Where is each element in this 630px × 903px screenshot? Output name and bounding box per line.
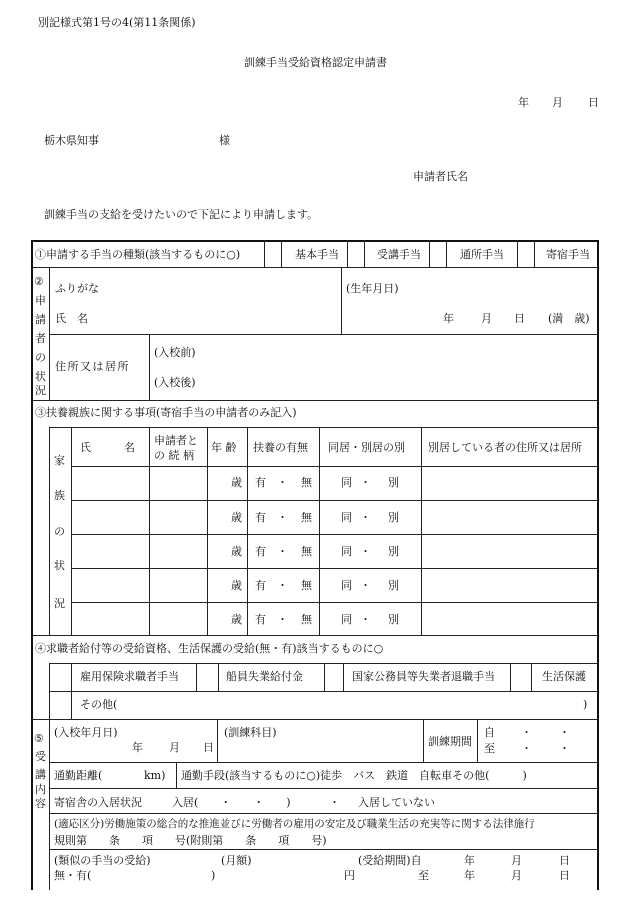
support-yes[interactable]: 有 [255, 511, 266, 524]
form-title: 訓練手当受給資格認定申請書 [244, 56, 387, 69]
distance-label[interactable]: 通勤距離( [54, 769, 103, 782]
divider [347, 240, 348, 267]
name-label: 氏 名 [55, 312, 88, 325]
section5-label-0: ⑤ [34, 732, 44, 745]
support-no[interactable]: 無 [301, 476, 312, 489]
period-to: 至 [484, 742, 495, 755]
divider [324, 663, 325, 691]
section2-label-5: 状 [35, 370, 46, 383]
divider [31, 719, 598, 720]
table-top-border [31, 240, 599, 242]
divider [49, 334, 598, 335]
divider [207, 427, 208, 635]
cohabit-same[interactable]: 同 [341, 579, 352, 592]
divider [49, 427, 598, 428]
option-dormitory[interactable]: 寄宿手当 [546, 248, 590, 261]
support-dot: ・ [277, 511, 288, 524]
divider [49, 427, 50, 635]
dorm-out[interactable]: 入居していない [358, 796, 435, 809]
other-close: ) [583, 698, 588, 711]
option-commute[interactable]: 通所手当 [460, 248, 504, 261]
yen-label: 円 [344, 869, 355, 882]
honorific: 様 [219, 134, 230, 147]
address-label: 住所又は居所 [55, 360, 130, 373]
support-yes[interactable]: 有 [255, 476, 266, 489]
cohabit-dot: ・ [360, 613, 371, 626]
other-label[interactable]: その他( [80, 698, 118, 711]
benefit-from-day: 日 [559, 854, 570, 867]
divider [149, 427, 150, 635]
cohabit-same[interactable]: 同 [341, 545, 352, 558]
none-yes[interactable]: 無・有( [54, 869, 92, 882]
benefit-to-day: 日 [559, 869, 570, 882]
support-dot: ・ [277, 545, 288, 558]
family-side-2: の [54, 525, 65, 538]
amount-label: (月額) [221, 854, 252, 867]
cohabit-separate[interactable]: 別 [388, 613, 399, 626]
divider [31, 635, 598, 636]
divider [149, 334, 150, 400]
cohabit-same[interactable]: 同 [341, 511, 352, 524]
col-support: 扶養の有無 [253, 441, 308, 454]
age-unit: 歳 [231, 476, 242, 489]
divider [217, 719, 218, 762]
section4-label: ④求職者給付等の受給資格、生活保護の受給(無・有)該当するものに○ [35, 642, 384, 655]
divider [423, 719, 424, 762]
benefit-from-year: 年 [464, 854, 475, 867]
age-label: (満 歳) [548, 312, 590, 325]
col-cohabit: 同居・別居の別 [328, 441, 405, 454]
period-from: 自 [484, 726, 495, 739]
dorm-in[interactable]: 入居( ・ ・ ) [172, 796, 291, 809]
divider [446, 240, 447, 267]
divider [247, 427, 248, 635]
birth-day: 日 [514, 312, 525, 325]
age-unit: 歳 [231, 579, 242, 592]
support-no[interactable]: 無 [301, 613, 312, 626]
section2-label-6: 況 [35, 384, 46, 397]
similar-label: (類似の手当の受給) [54, 854, 151, 867]
divider [71, 427, 72, 635]
divider [364, 240, 365, 267]
period-to-dot2: ・ [559, 742, 570, 755]
col-relation-l1: 申請者と [154, 434, 198, 447]
divider [31, 400, 598, 401]
cohabit-same[interactable]: 同 [341, 613, 352, 626]
section2-label-4: の [35, 351, 46, 364]
cohabit-separate[interactable]: 別 [388, 511, 399, 524]
benefit-period-label: (受給期間)自 [358, 854, 422, 867]
table-right-border [597, 240, 599, 890]
support-no[interactable]: 無 [301, 545, 312, 558]
date-day: 日 [588, 96, 599, 109]
divider [31, 267, 598, 268]
cohabit-separate[interactable]: 別 [388, 476, 399, 489]
divider [49, 691, 598, 692]
divider [477, 719, 478, 762]
divider [218, 663, 219, 691]
cohabit-dot: ・ [360, 579, 371, 592]
category-line1: (適応区分)労働施策の総合的な推進並びに労働者の雇用の安定及び職業生活の充実等に関する法律施行 [54, 818, 535, 830]
enroll-month: 月 [169, 741, 180, 754]
divider [71, 466, 598, 467]
enroll-label: (入校年月日) [54, 726, 118, 739]
divider [319, 427, 320, 635]
commute-label[interactable]: 通勤手段(該当するものに○)徒歩 バス 鉄道 自転車その他( ) [181, 769, 527, 782]
cohabit-same[interactable]: 同 [341, 476, 352, 489]
divider [71, 602, 598, 603]
age-unit: 歳 [231, 511, 242, 524]
support-yes[interactable]: 有 [255, 613, 266, 626]
divider [281, 240, 282, 267]
period-from-dot2: ・ [559, 726, 570, 739]
birth-label: (生年月日) [346, 282, 399, 295]
section5-label-4: 容 [35, 797, 46, 810]
divider [196, 663, 197, 691]
option-civil-servant[interactable]: 国家公務員等失業者退職手当 [352, 670, 495, 683]
benefit-to-month: 月 [511, 869, 522, 882]
support-dot: ・ [277, 613, 288, 626]
applicant-name-label: 申請者氏名 [413, 170, 468, 183]
option-employment-insurance[interactable]: 雇用保険求職者手当 [80, 670, 179, 683]
support-dot: ・ [277, 579, 288, 592]
period-from-dot1: ・ [521, 726, 532, 739]
benefit-to: 至 [418, 869, 429, 882]
furigana-label: ふりがな [55, 282, 99, 295]
family-side-3: 状 [54, 559, 65, 572]
addressee: 栃木県知事 [44, 134, 99, 147]
after-school: (入校後) [154, 376, 196, 389]
enroll-day: 日 [203, 741, 214, 754]
cohabit-dot: ・ [360, 545, 371, 558]
divider [71, 500, 598, 501]
period-label: 訓練期間 [428, 735, 472, 748]
divider [534, 240, 535, 267]
divider [71, 534, 598, 535]
support-yes[interactable]: 有 [255, 545, 266, 558]
divider [71, 568, 598, 569]
section2-label-0: ② [34, 275, 44, 288]
birth-month: 月 [481, 312, 492, 325]
date-year: 年 [518, 96, 529, 109]
cohabit-dot: ・ [360, 511, 371, 524]
option-welfare[interactable]: 生活保護 [542, 670, 586, 683]
col-name: 氏 名 [80, 441, 135, 454]
table-left-border [31, 240, 33, 890]
divider [421, 427, 422, 635]
family-side-0: 家 [54, 454, 65, 467]
cohabit-separate[interactable]: 別 [388, 579, 399, 592]
divider [341, 267, 342, 334]
category-line2: 規則第 条 項 号(附則第 条 項 号) [54, 834, 327, 847]
divider [49, 719, 50, 890]
divider [429, 240, 430, 267]
dorm-label: 寄宿舎の入居状況 [54, 796, 142, 809]
before-school: (入校前) [154, 346, 196, 359]
support-dot: ・ [277, 476, 288, 489]
col-relation-l2: の 続 柄 [154, 449, 194, 462]
subject-label: (訓練科目) [224, 726, 277, 739]
benefit-to-year: 年 [464, 869, 475, 882]
divider [49, 762, 598, 763]
section2-label-2: 請 [35, 313, 46, 326]
divider [49, 849, 598, 850]
section5-label-2: 講 [35, 768, 46, 781]
cohabit-dot: ・ [360, 476, 371, 489]
divider [264, 240, 265, 267]
support-no[interactable]: 無 [301, 511, 312, 524]
section5-label-3: 内 [35, 783, 46, 796]
family-side-1: 族 [54, 489, 65, 502]
section2-label-3: 者 [35, 332, 46, 345]
divider [343, 663, 344, 691]
option-seafarer[interactable]: 船員失業給付金 [226, 670, 303, 683]
option-basic[interactable]: 基本手当 [295, 248, 339, 261]
period-to-dot1: ・ [521, 742, 532, 755]
family-side-4: 況 [54, 597, 65, 610]
distance-unit: km) [144, 769, 166, 782]
support-yes[interactable]: 有 [255, 579, 266, 592]
divider [49, 813, 598, 814]
col-age: 年 齢 [211, 441, 237, 454]
section5-label-1: 受 [35, 750, 46, 763]
none-yes-close: ) [211, 869, 216, 882]
age-unit: 歳 [231, 613, 242, 626]
dorm-dot: ・ [329, 796, 340, 809]
section3-label: ③扶養親族に関する事項(寄宿手当の申請者のみ記入) [35, 406, 297, 419]
date-month: 月 [552, 96, 563, 109]
age-unit: 歳 [231, 545, 242, 558]
form-number: 別記様式第1号の4(第11条関係) [38, 16, 196, 29]
birth-year: 年 [443, 312, 454, 325]
statement: 訓練手当の支給を受けたいので下記により申請します。 [44, 208, 319, 221]
divider [531, 663, 532, 691]
col-address: 別居している者の住所又は居所 [428, 441, 582, 454]
divider [176, 762, 177, 788]
section1-label: ①申請する手当の種類(該当するものに○) [35, 248, 241, 261]
enroll-year: 年 [132, 741, 143, 754]
section2-label-1: 申 [35, 294, 46, 307]
divider [517, 240, 518, 267]
option-attendance[interactable]: 受講手当 [377, 248, 421, 261]
divider [49, 788, 598, 789]
cohabit-separate[interactable]: 別 [388, 545, 399, 558]
divider [510, 663, 511, 691]
support-no[interactable]: 無 [301, 579, 312, 592]
benefit-from-month: 月 [511, 854, 522, 867]
